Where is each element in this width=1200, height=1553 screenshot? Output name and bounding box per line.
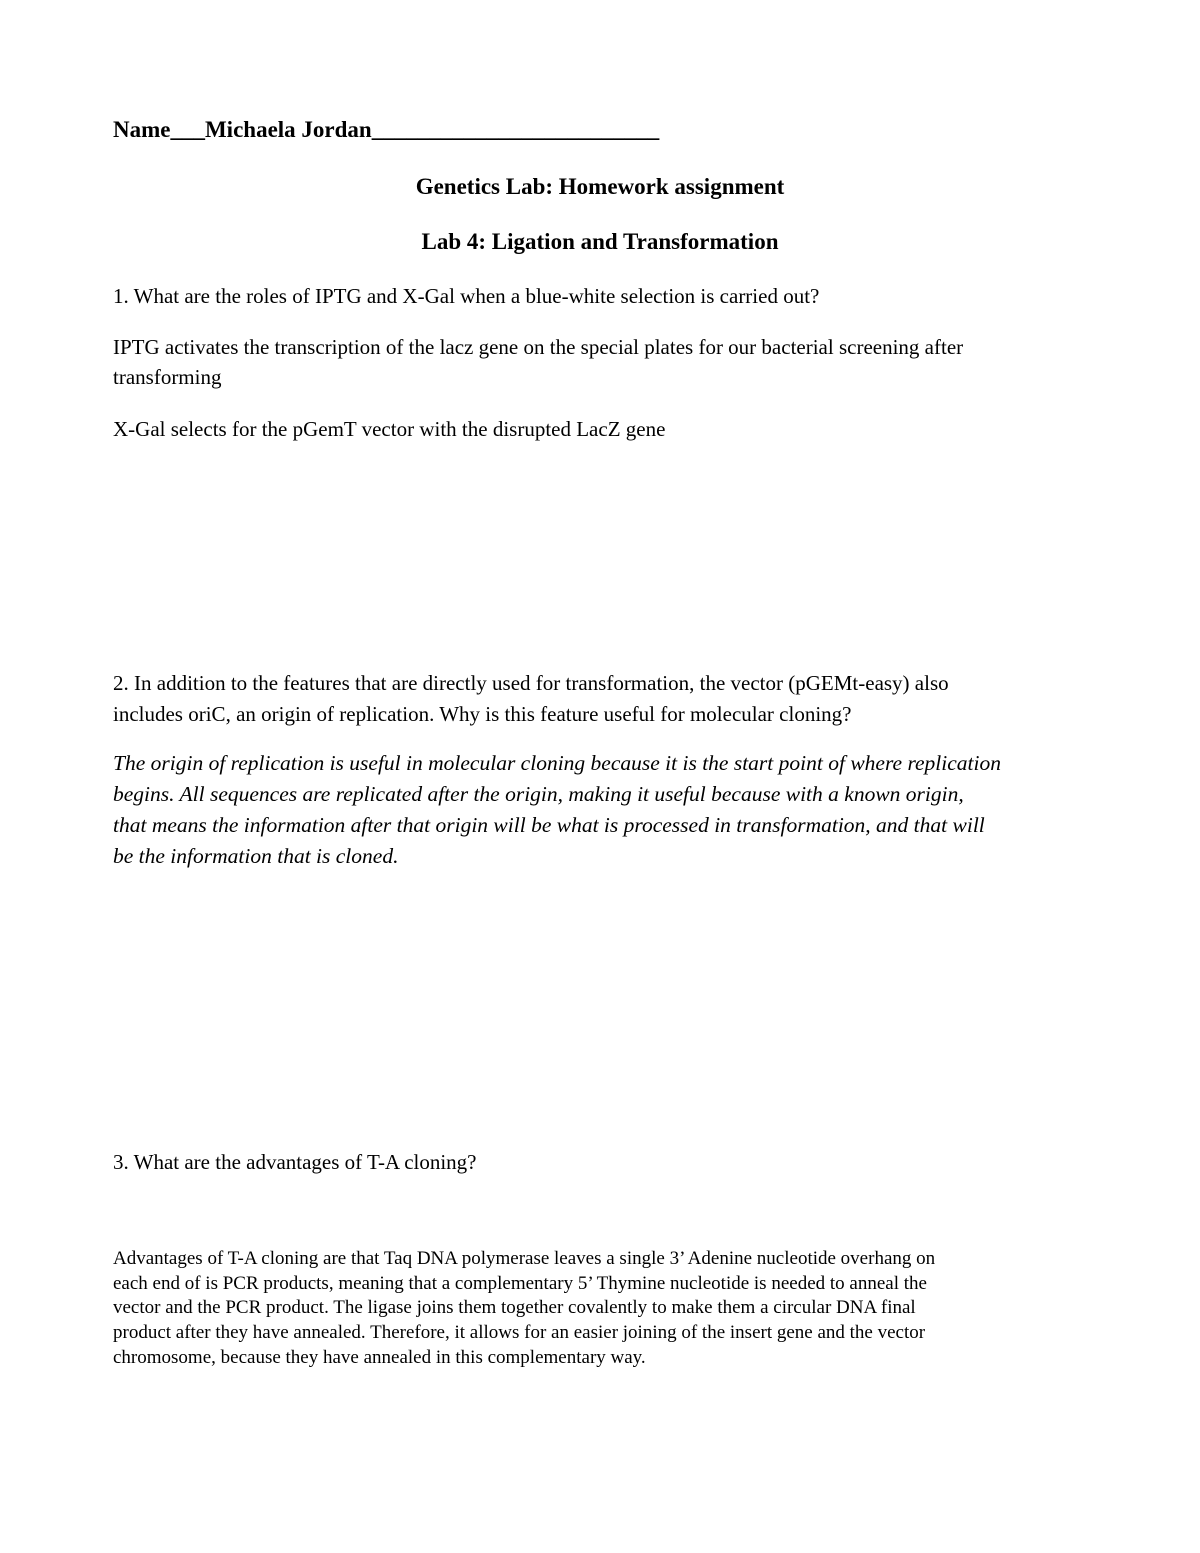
answer-3-line-5: chromosome, because they have annealed in this complementary way. xyxy=(113,1347,646,1368)
answer-1-iptg-line-2: transforming xyxy=(113,365,222,389)
answer-3-line-4: product after they have annealed. Therefore, it allows for an easier joining of the insert gene and the vector xyxy=(113,1322,926,1343)
answer-3-line-1: Advantages of T-A cloning are that Taq DNA polymerase leaves a single 3’ Adenine nucleotide overhang on xyxy=(113,1248,936,1269)
answer-1-xgal: X-Gal selects for the pGemT vector with the disrupted LacZ gene xyxy=(113,417,666,441)
question-2-line-2: includes oriC, an origin of replication. Why is this feature useful for molecular cloning? xyxy=(113,702,852,726)
document-subtitle: Lab 4: Ligation and Transformation xyxy=(421,229,779,254)
answer-2-line-1: The origin of replication is useful in molecular cloning because it is the start point of where replication xyxy=(113,751,1001,775)
answer-2-line-3: that means the information after that origin will be what is processed in transformation, and that will xyxy=(113,813,985,837)
answer-1-iptg-line-1: IPTG activates the transcription of the lacz gene on the special plates for our bacterial screening after xyxy=(113,335,964,359)
answer-3-line-2: each end of is PCR products, meaning that a complementary 5’ Thymine nucleotide is needed to anneal the xyxy=(113,1273,927,1294)
answer-2-line-4: be the information that is cloned. xyxy=(113,844,399,868)
document-title: Genetics Lab: Homework assignment xyxy=(415,174,785,199)
name-line: Name___Michaela Jordan_________________________ xyxy=(113,117,660,142)
question-3: 3. What are the advantages of T-A cloning? xyxy=(113,1150,477,1174)
answer-3-line-3: vector and the PCR product. The ligase joins them together covalently to make them a circular DNA final xyxy=(113,1297,916,1318)
question-2-line-1: 2. In addition to the features that are directly used for transformation, the vector (pGEMt-easy) also xyxy=(113,671,949,695)
answer-2-line-2: begins. All sequences are replicated after the origin, making it useful because with a known origin, xyxy=(113,782,964,806)
question-1: 1. What are the roles of IPTG and X-Gal when a blue-white selection is carried out? xyxy=(113,284,820,308)
